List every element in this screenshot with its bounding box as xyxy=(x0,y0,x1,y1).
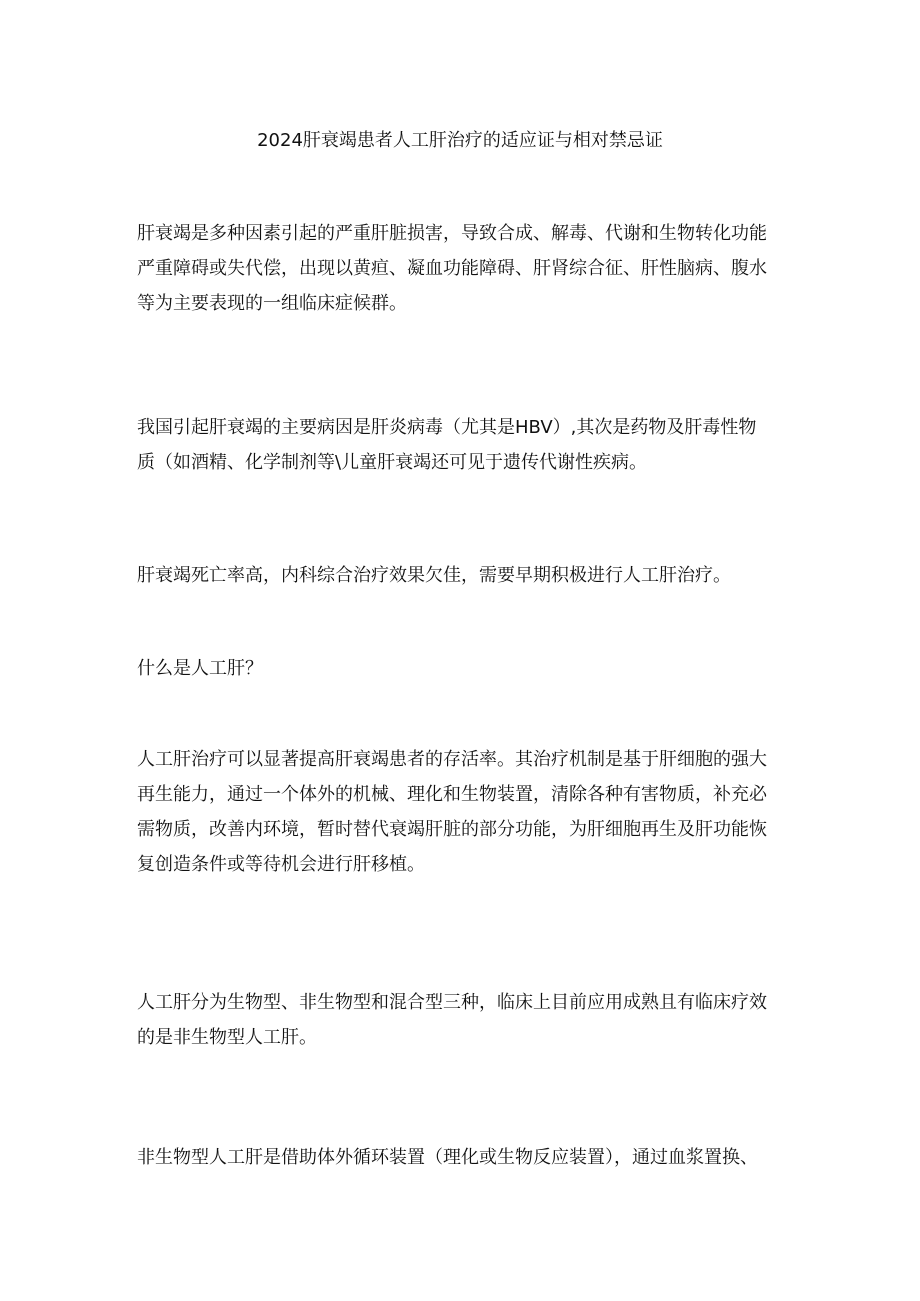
paragraph-liver-failure-definition xyxy=(137,216,797,321)
paragraph-line: 的是非生物型人工肝。 xyxy=(137,1027,317,1048)
paragraph-line: 我国引起肝衰竭的主要病因是肝炎病毒（尤其是HBV）,其次是药物及肝毒性物 xyxy=(137,417,757,438)
paragraph-treatment-mechanism xyxy=(137,742,797,882)
paragraph-line: 人工肝分为生物型、非生物型和混合型三种，临床上目前应用成熟且有临床疗效 xyxy=(137,992,767,1013)
document-title: 2024肝衰竭患者人工肝治疗的适应证与相对禁忌证 xyxy=(257,130,663,151)
paragraph-mortality xyxy=(137,558,797,593)
paragraph-line: 需物质，改善内环境，暂时替代衰竭肝脏的部分功能，为肝细胞再生及肝功能恢 xyxy=(137,819,767,840)
paragraph-line: 再生能力，通过一个体外的机械、理化和生物装置，清除各种有害物质，补充必 xyxy=(137,784,767,805)
paragraph-line: 肝衰竭死亡率高，内科综合治疗效果欠佳，需要早期积极进行人工肝治疗。 xyxy=(137,565,731,586)
paragraph-line: 人工肝治疗可以显著提高肝衰竭患者的存活率。其治疗机制是基于肝细胞的强大 xyxy=(137,749,767,770)
paragraph-artificial-liver-types xyxy=(137,985,797,1055)
paragraph-line: 肝衰竭是多种因素引起的严重肝脏损害，导致合成、解毒、代谢和生物转化功能 xyxy=(137,223,767,244)
paragraph-non-bioartificial-liver xyxy=(137,1140,797,1175)
paragraph-line: 严重障碍或失代偿，出现以黄疸、凝血功能障碍、肝肾综合征、肝性脑病、腹水 xyxy=(137,258,767,279)
paragraph-line: 非生物型人工肝是借助体外循环装置（理化或生物反应装置），通过血浆置换、 xyxy=(137,1147,758,1168)
paragraph-causes xyxy=(137,410,797,480)
paragraph-line: 质（如酒精、化学制剂等\儿童肝衰竭还可见于遗传代谢性疾病。 xyxy=(137,452,648,473)
paragraph-line: 等为主要表现的一组临床症候群。 xyxy=(137,293,407,314)
section-heading-what-is-artificial-liver xyxy=(137,651,797,686)
paragraph-line: 复创造条件或等待机会进行肝移植。 xyxy=(137,854,425,875)
paragraph-line: 什么是人工肝？ xyxy=(137,658,263,679)
